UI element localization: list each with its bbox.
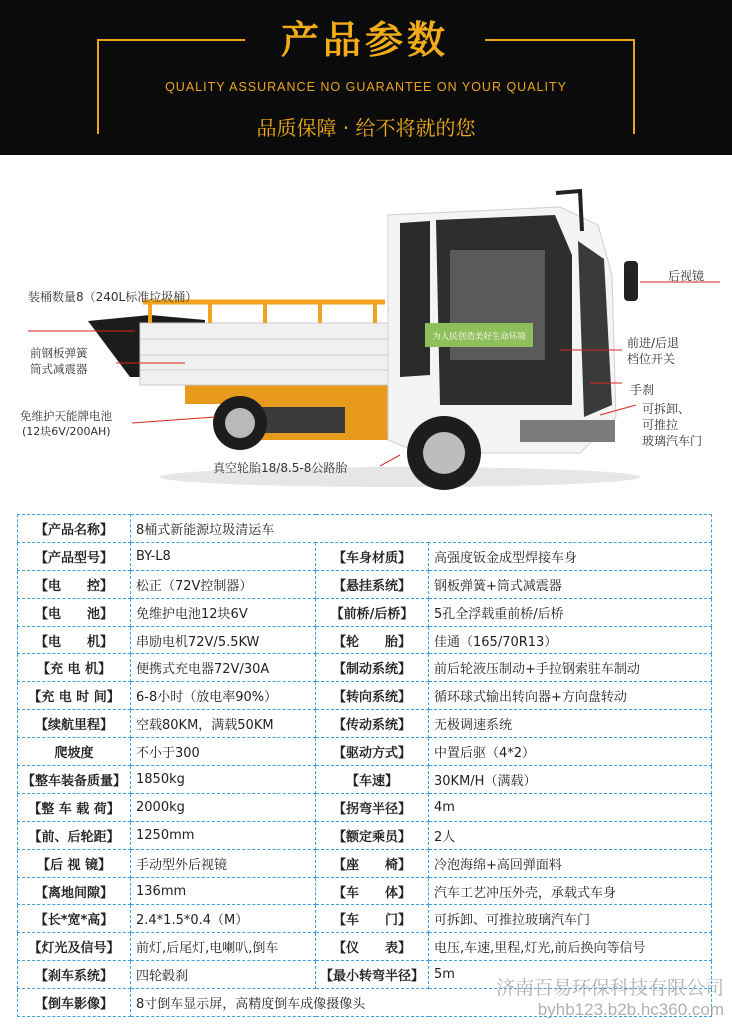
spec-value: 136mm: [131, 877, 316, 905]
spec-key: 【电 控】: [18, 570, 131, 598]
spec-value: 冷泡海绵+高回弹面料: [429, 849, 712, 877]
spec-key: 【制动系统】: [316, 654, 429, 682]
spec-key: 【座 椅】: [316, 849, 429, 877]
spec-value: 无极调速系统: [429, 710, 712, 738]
spec-key: 【续航里程】: [18, 710, 131, 738]
spec-key: 【长*宽*高】: [18, 905, 131, 933]
product-image-area: [0, 155, 732, 510]
spec-value: 1850kg: [131, 766, 316, 794]
spec-value: 2人: [429, 821, 712, 849]
spec-key: 【产品名称】: [18, 515, 131, 543]
spec-row: [18, 849, 712, 877]
spec-value: 免维护电池12块6V: [131, 598, 316, 626]
spec-row: [18, 905, 712, 933]
slogan-english: QUALITY ASSURANCE NO GUARANTEE ON YOUR QUALITY: [165, 80, 567, 94]
spec-value: 前灯,后尾灯,电喇叭,倒车: [131, 933, 316, 961]
spec-value: 不小于300: [131, 738, 316, 766]
spec-key: 【车 门】: [316, 905, 429, 933]
spec-row: [18, 598, 712, 626]
spec-value: 30KM/H（满载）: [429, 766, 712, 794]
spec-table: [17, 514, 712, 1017]
spec-key: 【充 电 机】: [18, 654, 131, 682]
spec-value: 空载80KM，满载50KM: [131, 710, 316, 738]
spec-value: 可拆卸、可推拉玻璃汽车门: [429, 905, 712, 933]
header-banner: [0, 0, 732, 155]
spec-key: 爬坡度: [18, 738, 131, 766]
spec-key: 【整 车 载 荷】: [18, 793, 131, 821]
spec-key: 【后 视 镜】: [18, 849, 131, 877]
annotation-battery-2: (12块6V/200AH): [22, 425, 111, 438]
spec-key: 【充 电 时 间】: [18, 682, 131, 710]
spec-value: 8桶式新能源垃圾清运车: [131, 515, 712, 543]
spec-key: 【前、后轮距】: [18, 821, 131, 849]
spec-row: [18, 654, 712, 682]
spec-key: 【灯光及信号】: [18, 933, 131, 961]
garbage-truck-illustration: [0, 155, 732, 510]
spec-key: 【电 机】: [18, 626, 131, 654]
spec-key: 【驱动方式】: [316, 738, 429, 766]
spec-key: 【刹车系统】: [18, 961, 131, 989]
slogan-chinese: 品质保障 · 给不将就的您: [256, 116, 476, 140]
spec-key: 【传动系统】: [316, 710, 429, 738]
annotation-bucket-count: 装桶数量8（240L标准垃圾桶）: [28, 290, 198, 304]
annotation-leaf-spring-2: 筒式减震器: [30, 362, 88, 376]
watermark: [496, 977, 724, 1021]
spec-key: 【车身材质】: [316, 542, 429, 570]
spec-row: [18, 682, 712, 710]
spec-value: 高强度钣金成型焊接车身: [429, 542, 712, 570]
annotation-handbrake: 手刹: [630, 383, 655, 397]
spec-key: 【转向系统】: [316, 682, 429, 710]
spec-value: 四轮毂刹: [131, 961, 316, 989]
spec-row: [18, 626, 712, 654]
spec-key: 【拐弯半径】: [316, 793, 429, 821]
annotation-door-3: 玻璃汽车门: [642, 434, 703, 448]
annotation-gear-2: 档位开关: [627, 352, 676, 366]
spec-row: [18, 738, 712, 766]
spec-key: 【轮 胎】: [316, 626, 429, 654]
spec-key: 【悬挂系统】: [316, 570, 429, 598]
spec-key: 【车 体】: [316, 877, 429, 905]
spec-value: 2000kg: [131, 793, 316, 821]
spec-row: [18, 542, 712, 570]
spec-value: 便携式充电器72V/30A: [131, 654, 316, 682]
spec-key: 【离地间隙】: [18, 877, 131, 905]
spec-key: 【仪 表】: [316, 933, 429, 961]
spec-row: [18, 877, 712, 905]
spec-value: 钢板弹簧+筒式减震器: [429, 570, 712, 598]
spec-key: 【最小转弯半径】: [316, 961, 429, 989]
spec-value: 2.4*1.5*0.4（M）: [131, 905, 316, 933]
spec-value: 手动型外后视镜: [131, 849, 316, 877]
spec-value: 佳通（165/70R13）: [429, 626, 712, 654]
spec-key: 【前桥/后桥】: [316, 598, 429, 626]
spec-row: [18, 793, 712, 821]
spec-value: 汽车工艺冲压外壳，承载式车身: [429, 877, 712, 905]
spec-value: 串励电机72V/5.5KW: [131, 626, 316, 654]
spec-key: 【整车装备质量】: [18, 766, 131, 794]
spec-key: 【倒车影像】: [18, 989, 131, 1017]
spec-key: 【电 池】: [18, 598, 131, 626]
spec-value: 6-8小时（放电率90%）: [131, 682, 316, 710]
spec-value: 8寸倒车显示屏，高精度倒车成像摄像头: [131, 989, 712, 1017]
spec-value: 中置后驱（4*2）: [429, 738, 712, 766]
annotation-tires: 真空轮胎18/8.5-8公路胎: [213, 461, 348, 475]
spec-row: [18, 821, 712, 849]
spec-row: [18, 766, 712, 794]
spec-value: 1250mm: [131, 821, 316, 849]
spec-value: 5孔全浮载重前桥/后桥: [429, 598, 712, 626]
spec-key: 【产品型号】: [18, 542, 131, 570]
page-title: 产品参数: [245, 10, 485, 70]
spec-row: [18, 570, 712, 598]
watermark-url: byhb123.b2b.hc360.com: [537, 1000, 724, 1019]
spec-value: 4m: [429, 793, 712, 821]
spec-row: [18, 710, 712, 738]
annotation-gear-1: 前进/后退: [627, 336, 680, 350]
spec-row: [18, 933, 712, 961]
annotation-door-1: 可拆卸、: [642, 402, 691, 416]
spec-value: BY-L8: [131, 542, 316, 570]
spec-value: 前后轮液压制动+手拉钢索驻车制动: [429, 654, 712, 682]
spec-row-name: [18, 515, 712, 543]
spec-value: 松正（72V控制器）: [131, 570, 316, 598]
spec-key: 【额定乘员】: [316, 821, 429, 849]
watermark-company: 济南百易环保科技有限公司: [495, 977, 724, 999]
spec-key: 【车速】: [316, 766, 429, 794]
spec-value: 5m: [429, 961, 712, 989]
windshield-sticker-text: 为人民创造美好生命环境: [432, 332, 526, 342]
annotation-door-2: 可推拉: [642, 418, 679, 432]
annotation-mirror: 后视镜: [668, 269, 705, 283]
annotation-leaf-spring-1: 前钢板弹簧: [30, 346, 88, 360]
spec-value: 循环球式输出转向器+方向盘转动: [429, 682, 712, 710]
annotation-battery-1: 免维护天能牌电池: [20, 409, 112, 423]
spec-value: 电压,车速,里程,灯光,前后换向等信号: [429, 933, 712, 961]
